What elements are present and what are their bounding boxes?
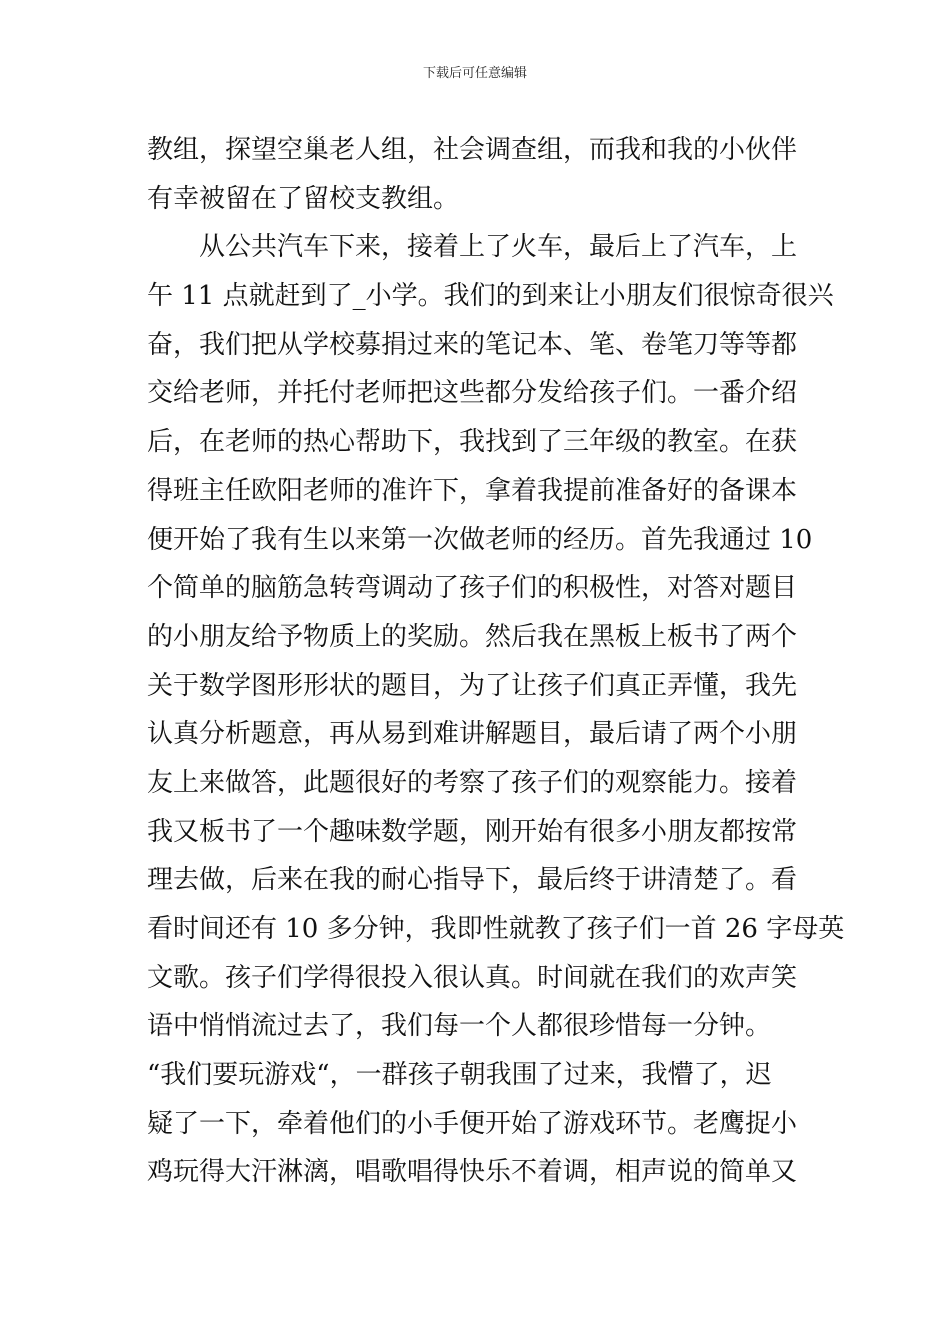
text-line: 看时间还有 10 多分钟，我即性就教了孩子们一首 26 字母英 <box>147 914 845 944</box>
text-line: 友上来做答，此题很好的考察了孩子们的观察能力。接着 <box>147 767 798 798</box>
body-text <box>147 126 845 1197</box>
text-line: 个简单的脑筋急转弯调动了孩子们的积极性，对答对题目 <box>147 573 798 604</box>
text-line: 便开始了我有生以来第一次做老师的经历。首先我通过 10 <box>147 524 813 555</box>
text-line: 奋，我们把从学校募捐过来的笔记本、笔、卷笔刀等等都 <box>147 329 798 360</box>
text-line: 午 11 点就赶到了_小学。我们的到来让小朋友们很惊奇很兴 <box>147 281 834 312</box>
page-header: 下载后可任意编辑 <box>422 66 527 81</box>
text-line: 教组，探望空巢老人组，社会调查组，而我和我的小伙伴 <box>147 135 798 165</box>
text-line: 有幸被留在了留校支教组。 <box>147 183 460 214</box>
text-line: 关于数学图形形状的题目，为了让孩子们真正弄懂，我先 <box>147 670 798 701</box>
text-line: 理去做，后来在我的耐心指导下，最后终于讲清楚了。看 <box>147 865 798 896</box>
text-line: 文歌。孩子们学得很投入很认真。时间就在我们的欢声笑 <box>147 962 798 993</box>
text-line: 后，在老师的热心帮助下，我找到了三年级的教室。在获 <box>147 427 798 458</box>
text-line: 交给老师，并托付老师把这些都分发给孩子们。一番介绍 <box>147 378 798 409</box>
text-line: 从公共汽车下来，接着上了火车，最后上了汽车，上 <box>147 232 798 263</box>
text-line: 的小朋友给予物质上的奖励。然后我在黑板上板书了两个 <box>147 621 798 652</box>
text-line: 语中悄悄流过去了，我们每一个人都很珍惜每一分钟。 <box>147 1011 772 1042</box>
text-line: 疑了一下，牵着他们的小手便开始了游戏环节。老鹰捉小 <box>147 1108 798 1139</box>
text-line: 认真分析题意，再从易到难讲解题目，最后请了两个小朋 <box>147 719 798 750</box>
text-line: 鸡玩得大汗淋漓，唱歌唱得快乐不着调，相声说的简单又 <box>147 1157 798 1188</box>
text-line: 得班主任欧阳老师的准许下，拿着我提前准备好的备课本 <box>147 475 798 506</box>
text-line: 我又板书了一个趣味数学题，刚开始有很多小朋友都按常 <box>147 816 798 847</box>
text-line: “我们要玩游戏“，一群孩子朝我围了过来，我懵了，迟 <box>147 1060 772 1091</box>
